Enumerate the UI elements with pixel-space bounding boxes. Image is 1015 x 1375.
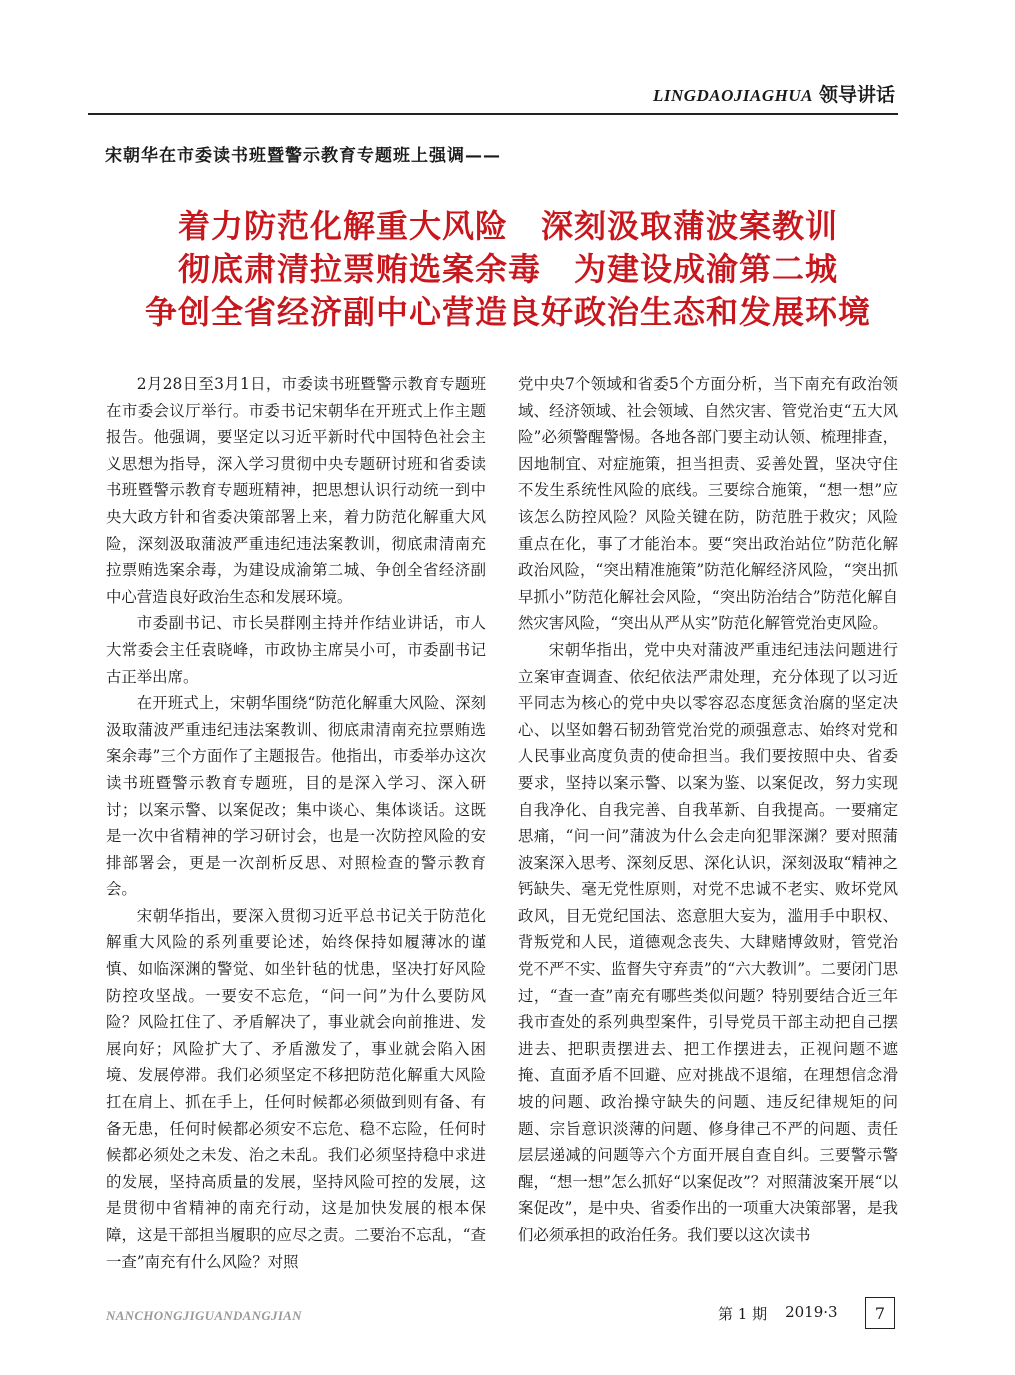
title-line: 彻底肃清拉票贿选案余毒 为建设成渝第二城: [177, 250, 838, 288]
issue-date: 2019·3: [785, 1303, 838, 1321]
title-line: 着力防范化解重大风险 深刻汲取蒲波案教训: [177, 207, 838, 245]
body-paragraph: 宋朝华指出，党中央对蒲波严重违纪违法问题进行立案审查调查、依纪依法严肃处理，充分体现了以习近平同志为核心的党中央以零容忍态度惩贪治腐的坚定决心、以坚如磐石韧劲管党治党的顽强意志、始终对党和人民事业高度负责的使命担当。我们要按照中央、省委要求，坚持以案示警、以案为鉴、以案促改，努力实现自我净化、自我完善、自我革新、自我提高。一要痛定思痛，“问一问”蒲波为什么会走向犯罪深渊？要对照蒲波案深入思考、深刻反思、深化认识，深刻汲取“精神之钙缺失、毫无党性原则，对党不忠诚不老实、败坏党风政风，目无党纪国法、恣意胆大妄为，滥用手中职权、背叛党和人民，道德观念丧失、大肆赌博敛财，管党治党不严不实、监督失守弃责”的“六大教训”。二要闭门思过，“查一查”南充有哪些类似问题？特别要结合近三年我市查处的系列典型案件，引导党员干部主动把自己摆进去、把职责摆进去、把工作摆进去，正视问题不遮掩、直面矛盾不回避、应对挑战不退缩，在理想信念滑坡的问题、政治操守缺失的问题、违反纪律规矩的问题、宗旨意识淡薄的问题、修身律己不严的问题、责任层层递减的问题等六个方面开展自查自纠。三要警示警醒，“想一想”怎么抓好“以案促改”？对照蒲波案开展“以案促改”，是中央、省委作出的一项重大决策部署，是我们必须承担的政治任务。我们要以这次读书: [518, 640, 898, 1244]
article-title: [88, 205, 928, 334]
body-paragraph: 在开班式上，宋朝华围绕“防范化解重大风险、深刻汲取蒲波严重违纪违法案教训、彻底肃清南充拉票贿选案余毒”三个方面作了主题报告。他指出，市委举办这次读书班暨警示教育专题班，目的是深入学习、深入研讨；以案示警、以案促改；集中谈心、集体谈话。这既是一次中省精神的学习研讨会，也是一次防控风险的安排部署会，更是一次剖析反思、对照检查的警示教育会。: [106, 694, 486, 899]
footer-issue-info: [718, 1303, 838, 1324]
page-number: 7: [865, 1297, 895, 1329]
body-column-right: [518, 371, 898, 1249]
body-paragraph: 2月28日至3月1日，市委读书班暨警示教育专题班在市委会议厅举行。市委书记宋朝华在开班式上作主题报告。他强调，要坚定以习近平新时代中国特色社会主义思想为指导，深入学习贯彻中央专题研讨班和省委读书班暨警示教育专题班精神，把思想认识行动统一到中央大政方针和省委决策部署上来，着力防范化解重大风险，深刻汲取蒲波严重违纪违法案教训，彻底肃清南充拉票贿选案余毒，为建设成渝第二城、争创全省经济副中心营造良好政治生态和发展环境。: [106, 375, 486, 606]
body-paragraph: 宋朝华指出，要深入贯彻习近平总书记关于防范化解重大风险的系列重要论述，始终保持如履薄冰的谨慎、如临深渊的警觉、如坐针毡的忧患，坚决打好风险防控攻坚战。一要安不忘危，“问一问”为什么要防风险？风险扛住了、矛盾解决了，事业就会向前推进、发展向好；风险扩大了、矛盾激发了，事业就会陷入困境、发展停滞。我们必须坚定不移把防范化解重大风险扛在肩上、抓在手上，任何时候都必须做到则有备、有备无患，任何时候都必须安不忘危、稳不忘险，任何时候都必须处之未发、治之未乱。我们必须坚持稳中求进的发展，坚持高质量的发展，坚持风险可控的发展，这是贯彻中省精神的南充行动，这是加快发展的根本保障，这是干部担当履职的应尽之责。二要治不忘乱，“查一查”南充有什么风险？对照: [106, 906, 486, 1271]
title-line: 争创全省经济副中心营造良好政治生态和发展环境: [144, 293, 871, 331]
article-subtitle: 宋朝华在市委读书班暨警示教育专题班上强调——: [105, 146, 501, 166]
running-header: [653, 80, 895, 107]
header-divider: [88, 113, 898, 115]
footer-publication-name: NANCHONGJIGUANDANGJIAN: [106, 1308, 302, 1323]
header-section-title: 领导讲话: [818, 84, 895, 106]
header-latin-title: LINGDAOJIAGHUA: [652, 86, 813, 105]
body-column-left: [106, 371, 486, 1275]
body-paragraph: 党中央7个领域和省委5个方面分析，当下南充有政治领域、经济领域、社会领域、自然灾害、管党治吏“五大风险”必须警醒警惕。各地各部门要主动认领、梳理排查，因地制宜、对症施策，担当担责、妥善处置，坚决守住不发生系统性风险的底线。三要综合施策，“想一想”应该怎么防控风险？风险关键在防，防范胜于救灾；风险重点在化，事了才能治本。要“突出政治站位”防范化解政治风险，“突出精准施策”防范化解经济风险，“突出抓早抓小”防范化解社会风险，“突出防治结合”防范化解自然灾害风险，“突出从严从实”防范化解管党治吏风险。: [518, 375, 898, 633]
body-paragraph: 市委副书记、市长吴群刚主持并作结业讲话，市人大常委会主任袁晓峰，市政协主席吴小可，市委副书记古正举出席。: [106, 614, 486, 686]
issue-number: 第 1 期: [718, 1305, 768, 1323]
